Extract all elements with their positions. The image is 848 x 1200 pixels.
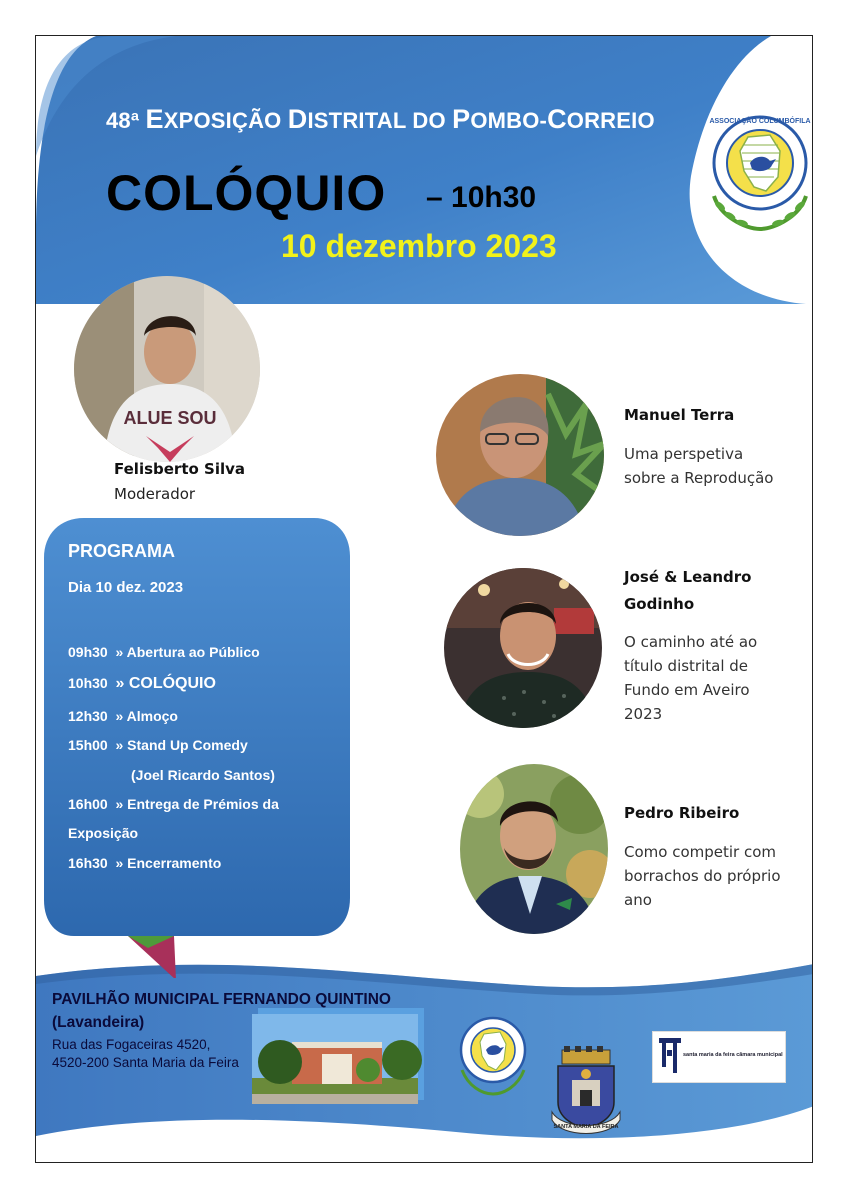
speaker-name-line: Manuel Terra bbox=[624, 406, 735, 424]
speaker-desc-line: título distrital de bbox=[624, 657, 749, 675]
item-text: » Abertura ao Público bbox=[115, 644, 260, 660]
item-time: 16h30 bbox=[68, 855, 108, 871]
speaker-desc-line: Como competir com bbox=[624, 843, 777, 861]
speaker-desc-line: 2023 bbox=[624, 705, 663, 723]
speaker-desc-line: sobre a Reprodução bbox=[624, 469, 774, 487]
association-logo bbox=[700, 111, 813, 231]
address-line: 4520-200 Santa Maria da Feira bbox=[52, 1055, 239, 1070]
item-text: » Stand Up Comedy bbox=[115, 737, 248, 753]
speaker-photo-jose-leandro-godinho bbox=[444, 568, 602, 728]
speaker-name-line: Pedro Ribeiro bbox=[624, 804, 740, 822]
speaker-desc-3 bbox=[624, 840, 781, 912]
speaker-desc-1 bbox=[624, 442, 773, 490]
programme-item bbox=[68, 644, 260, 660]
programme-item bbox=[68, 737, 248, 753]
item-text: Exposição bbox=[68, 825, 139, 841]
logo-ring-text: ASSOCIAÇÃO COLUMBÓFILA bbox=[709, 118, 811, 125]
speaker-photo-pedro-ribeiro bbox=[460, 764, 608, 934]
association-logo-small bbox=[454, 1014, 532, 1098]
item-time: 09h30 bbox=[68, 644, 108, 660]
speaker-name-1 bbox=[624, 402, 734, 429]
item-time: 10h30 bbox=[68, 675, 108, 691]
exhibition-title: 48ª EXPOSIÇÃO DISTRITAL DO POMBO-CORREIO bbox=[106, 104, 655, 134]
item-time: 12h30 bbox=[68, 708, 108, 724]
programme-item bbox=[68, 708, 178, 724]
speaker-desc-line: Fundo em Aveiro bbox=[624, 681, 750, 699]
venue-photo bbox=[252, 1008, 424, 1104]
item-text: » Almoço bbox=[115, 708, 178, 724]
svg-text:ALUE SOU: ALUE SOU bbox=[123, 408, 217, 428]
programme-day: Dia 10 dez. 2023 bbox=[68, 579, 184, 596]
poster bbox=[35, 35, 813, 1163]
venue-address bbox=[52, 1036, 239, 1072]
council-mark-icon bbox=[659, 1038, 681, 1074]
headline: COLÓQUIO bbox=[106, 165, 387, 221]
address-line: Rua das Fogaceiras 4520, bbox=[52, 1037, 211, 1052]
event-date: 10 dezembro 2023 bbox=[281, 228, 557, 264]
moderator-photo bbox=[74, 276, 260, 462]
programme-title: PROGRAMA bbox=[68, 541, 175, 561]
speaker-desc-line: O caminho até ao bbox=[624, 633, 758, 651]
item-time: 16h00 bbox=[68, 796, 108, 812]
city-crest bbox=[548, 1046, 624, 1138]
speaker-name-3 bbox=[624, 800, 739, 827]
item-text: (Joel Ricardo Santos) bbox=[131, 767, 275, 783]
speaker-desc-2 bbox=[624, 630, 757, 726]
council-text: santa maria da feira câmara municipal bbox=[683, 1052, 783, 1058]
speaker-desc-line: borrachos do próprio bbox=[624, 867, 781, 885]
venue-name: PAVILHÃO MUNICIPAL FERNANDO QUINTINO bbox=[52, 991, 391, 1008]
speaker-name-line: José & Leandro bbox=[624, 568, 752, 586]
moderator-name: Felisberto Silva bbox=[114, 460, 246, 478]
speaker-photo-manuel-terra bbox=[436, 374, 604, 536]
speaker-name-2 bbox=[624, 564, 752, 618]
speaker-name-line: Godinho bbox=[624, 595, 695, 613]
moderator-role: Moderador bbox=[114, 485, 196, 503]
programme-item bbox=[68, 855, 221, 871]
programme-item bbox=[68, 675, 216, 693]
speaker-desc-line: Uma perspetiva bbox=[624, 445, 744, 463]
venue-subname: (Lavandeira) bbox=[52, 1014, 145, 1031]
item-time: 15h00 bbox=[68, 737, 108, 753]
item-text: » Encerramento bbox=[115, 855, 222, 871]
crest-text: SANTA MARIA DA FEIRA bbox=[553, 1124, 619, 1130]
programme-item bbox=[68, 825, 138, 841]
programme-item bbox=[131, 767, 275, 783]
speaker-desc-line: ano bbox=[624, 891, 652, 909]
programme-item bbox=[68, 796, 279, 812]
item-text: » Entrega de Prémios da bbox=[115, 796, 279, 812]
council-logo bbox=[653, 1032, 785, 1082]
event-time: – 10h30 bbox=[426, 181, 537, 214]
item-text: » COLÓQUIO bbox=[115, 675, 216, 692]
